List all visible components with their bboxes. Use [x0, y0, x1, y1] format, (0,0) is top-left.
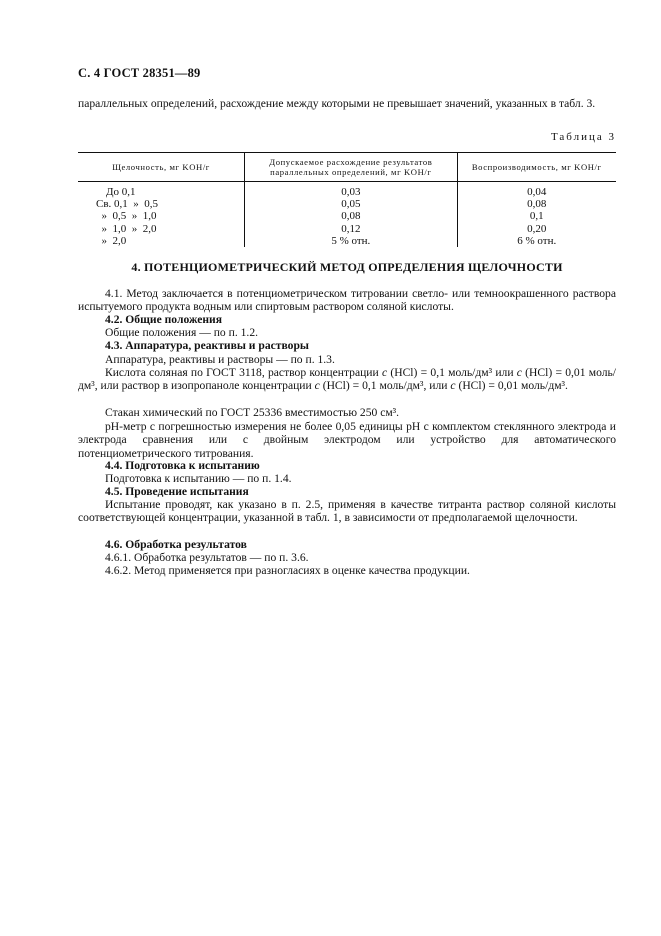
formula-c: c [516, 366, 522, 379]
cell-diff: 0,08 [245, 210, 457, 222]
paragraph-4-3a: Аппаратура, реактивы и растворы — по п. 1.3. [105, 353, 335, 366]
table-3 [78, 152, 616, 247]
subheading-4-6: 4.6. Обработка результатов [105, 538, 247, 551]
paragraph-4-6-2: 4.6.2. Метод применяется при разногласиях в оценке качества продукции. [105, 564, 470, 577]
formula-c: c [381, 366, 388, 379]
col-header-allowed-diff: Допускаемое расхождение результатов параллельных определений, мг KOH/г [245, 153, 457, 182]
cell-range: » 2,0 [96, 234, 127, 247]
text: = 0,1 моль/дм³, или [352, 379, 448, 393]
formula-hcl: (HCl) [458, 379, 486, 393]
cell-range: » 1,0 » 2,0 [96, 222, 157, 235]
cell-repro: 0,08 [527, 198, 547, 211]
section-title: 4. ПОТЕНЦИОМЕТРИЧЕСКИЙ МЕТОД ОПРЕДЕЛЕНИЯ ЩЕЛОЧНОСТИ [131, 260, 563, 274]
col-header-reproducibility: Воспроизводимость, мг KOH/г [457, 153, 616, 182]
cell-repro: 6 % отн. [517, 234, 557, 247]
intro-paragraph: параллельных определений, расхождение между которыми не превышает значений, указанных в табл. 3. [78, 97, 596, 110]
subheading-4-4: 4.4. Подготовка к испытанию [105, 459, 260, 472]
paragraph-4-4: Подготовка к испытанию — по п. 1.4. [105, 472, 292, 485]
paragraph-4-3d: pH-метр с погрешностью измерения не более 0,05 единицы pH с комплектом стеклянного электрода и электрода сравнения или с двойным электродом или устройство для автоматического потенциометрического титрования. [78, 420, 616, 460]
cell-range: Св. 0,1 » 0,5 [96, 198, 159, 211]
formula-c: c [450, 379, 456, 393]
col-header-alkalinity: Щелочность, мг KOH/г [78, 153, 245, 182]
cell-repro: 0,04 [527, 186, 547, 198]
text: = 0,01 моль/дм³, или раствор в изопропаноле концентрации [78, 366, 617, 393]
table-caption: Таблица 3 [550, 131, 616, 143]
text: = 0,01 моль/дм³. [488, 379, 568, 393]
cell-diff: 0,05 [245, 198, 457, 210]
paragraph-4-6-1: 4.6.1. Обработка результатов — по п. 3.6. [105, 551, 309, 564]
text: Кислота соляная по ГОСТ 3118, раствор концентрации [105, 366, 379, 379]
subheading-4-2: 4.2. Общие положения [105, 313, 222, 326]
formula-hcl: (HCl) [390, 366, 418, 379]
paragraph-4-5: Испытание проводят, как указано в п. 2.5, применяя в качестве титранта раствор соляной кислоты соответствующей концентрации, указанной в табл. 1, в зависимости от предполагаемой щелочности. [78, 498, 616, 525]
subheading-4-5: 4.5. Проведение испытания [105, 485, 249, 498]
cell-diff: 0,12 [245, 223, 457, 235]
subheading-4-3: 4.3. Аппаратура, реактивы и растворы [105, 339, 309, 352]
cell-range: » 0,5 » 1,0 [96, 210, 157, 223]
paragraph-4-2: Общие положения — по п. 1.2. [105, 326, 259, 339]
paragraph-4-3c: Стакан химический по ГОСТ 25336 вместимостью 250 см³. [105, 406, 400, 419]
table-row [78, 210, 616, 222]
cell-diff: 0,03 [245, 186, 457, 198]
page-header: С. 4 ГОСТ 28351—89 [78, 66, 201, 80]
formula-c: c [314, 379, 320, 393]
paragraph-4-3b [78, 366, 616, 393]
cell-diff: 5 % отн. [245, 235, 457, 247]
cell-repro: 0,20 [527, 222, 547, 235]
formula-hcl: (HCl) [322, 379, 350, 393]
table-row [78, 198, 616, 210]
table-row [78, 223, 616, 235]
cell-repro: 0,1 [529, 210, 544, 223]
paragraph-4-1: 4.1. Метод заключается в потенциометрическом титровании светло- или темноокрашенного раствора испытуемого продукта водным или спиртовым раствором соляной кислоты. [78, 287, 616, 314]
table-row [78, 235, 616, 247]
cell-range: До 0,1 [106, 186, 136, 198]
table-row [78, 186, 616, 198]
formula-hcl: (HCl) [525, 366, 553, 379]
text: = 0,1 моль/дм³ или [420, 366, 514, 379]
table-header-row [78, 153, 616, 182]
